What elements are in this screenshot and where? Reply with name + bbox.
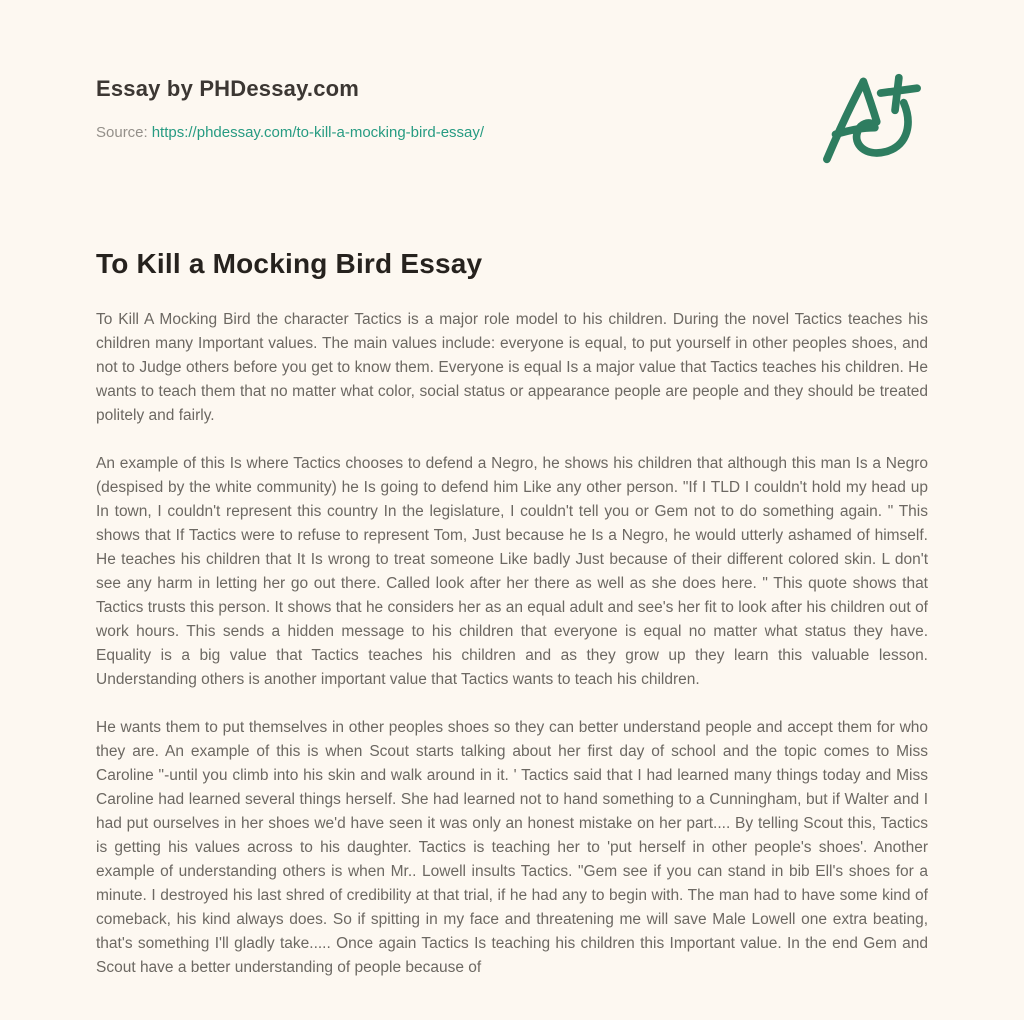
essay-paragraph-3: He wants them to put themselves in other peoples shoes so they can better understand people and accept them for who they are. An example of this is when Scout starts talking about her first day of school and the topic comes to Miss Caroline "-until you climb into his skin and walk around in it. ' Tactics said that I had learned many things today and Miss Caroline had learned several things herself. She had learned not to hand something to a Cunningham, but if Walter and I had put ourselves in her shoes we'd have seen it was only an honest mistake on her part.... By telling Scout this, Tactics is getting his values across to his daughter. Tactics is teaching her to 'put herself in other people's shoes'. Another example of understanding others is when Mr.. Lowell insults Tactics. "Gem see if you can stand in bib Ell's shoes for a minute. I destroyed his last shred of credibility at that trial, if he had any to begin with. The man had to have some kind of comeback, his kind always does. So if spitting in my face and threatening me will save Male Lowell one extra beating, that's something I'll gladly take..... Once again Tactics Is teaching his children this Important value. In the end Gem and Scout have a better understanding of people because of	[96, 719, 928, 976]
a-plus-logo-icon	[818, 70, 926, 166]
essay-body	[96, 308, 928, 980]
site-title: Essay by PHDessay.com	[96, 76, 360, 101]
source-label: Source:	[96, 124, 148, 141]
page-header	[96, 70, 928, 166]
source-url-link[interactable]: https://phdessay.com/to-kill-a-mocking-bird-essay/	[151, 124, 485, 141]
header-text-block	[96, 70, 484, 141]
essay-paragraph-2: An example of this Is where Tactics chooses to defend a Negro, he shows his children that although this man Is a Negro (despised by the white community) he Is going to defend him Like any other person. "If I TLD I couldn't hold my head up In town, I couldn't represent this country In the legislature, I couldn't tell you or Gem not to do something again. " This shows that If Tactics were to refuse to represent Tom, Just because he Is a Negro, he would utterly ashamed of himself. He teaches his children that It Is wrong to treat someone Like badly Just because of their different colored skin. L don't see any harm in letting her go out there. Called look after her there as well as she does here. " This quote shows that Tactics trusts this person. It shows that he considers her as an equal adult and see's her fit to look after his children out of work hours. This sends a hidden message to his children that everyone is equal no matter what status they have. Equality is a big value that Tactics teaches his children and as they grow up they learn this valuable lesson. Understanding others is another important value that Tactics wants to teach his children.	[96, 455, 928, 688]
essay-title: To Kill a Mocking Bird Essay	[96, 248, 483, 279]
source-line	[96, 124, 484, 141]
essay-paragraph-1: To Kill A Mocking Bird the character Tactics is a major role model to his children. During the novel Tactics teaches his children many Important values. The main values include: everyone is equal, to put yourself in other peoples shoes, and not to Judge others before you get to know them. Everyone is equal Is a major value that Tactics teaches his children. He wants to teach them that no matter what color, social status or appearance people are people and they should be treated politely and fairly.	[96, 311, 928, 424]
